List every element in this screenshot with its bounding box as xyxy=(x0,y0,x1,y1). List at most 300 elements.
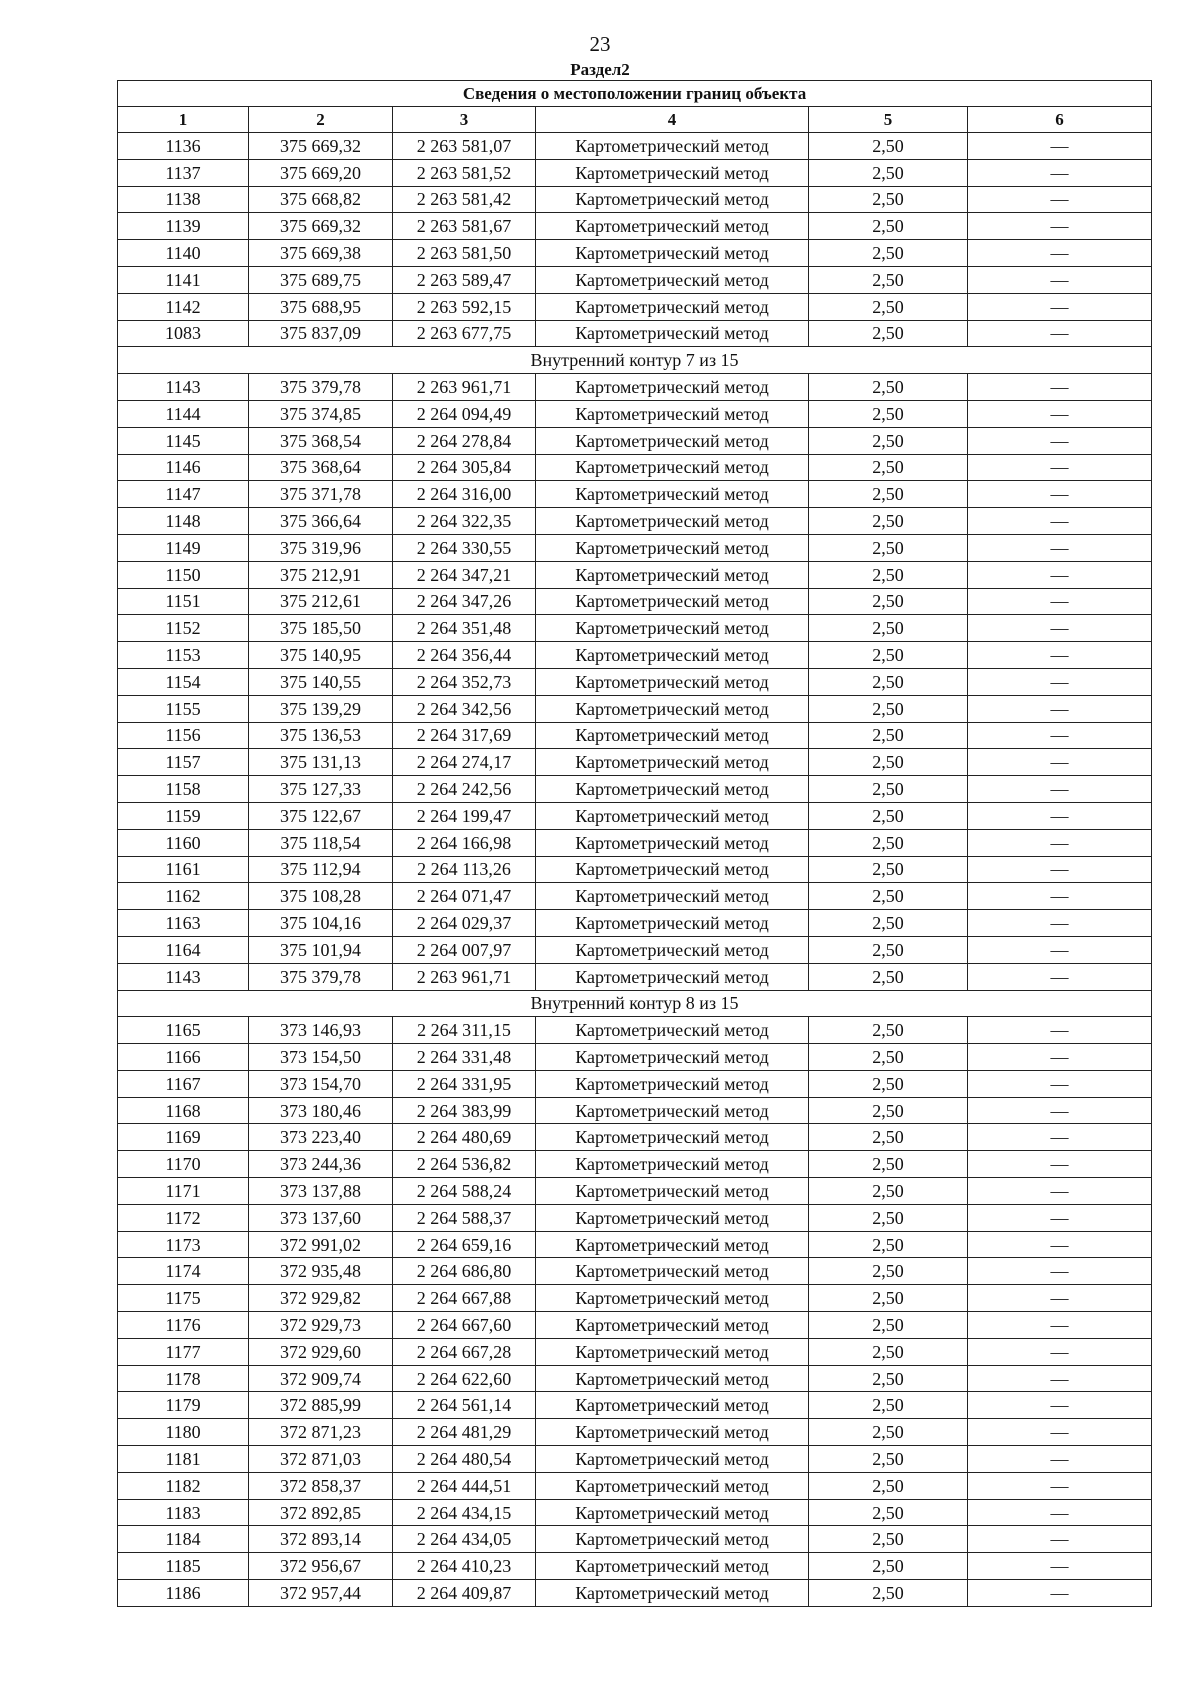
description-cell: — xyxy=(968,1124,1152,1151)
coordinate-y-cell: 2 264 071,47 xyxy=(393,883,536,910)
accuracy-cell: 2,50 xyxy=(809,1124,968,1151)
coordinate-x-cell: 375 319,96 xyxy=(249,534,393,561)
method-cell: Картометрический метод xyxy=(536,266,809,293)
point-number-cell: 1179 xyxy=(118,1392,249,1419)
description-cell: — xyxy=(968,481,1152,508)
accuracy-cell: 2,50 xyxy=(809,963,968,990)
coordinate-x-cell: 372 871,03 xyxy=(249,1446,393,1473)
method-cell: Картометрический метод xyxy=(536,1097,809,1124)
table-row xyxy=(118,936,1152,963)
coordinate-x-cell: 375 212,61 xyxy=(249,588,393,615)
coordinate-y-cell: 2 264 356,44 xyxy=(393,642,536,669)
method-cell: Картометрический метод xyxy=(536,1124,809,1151)
table-row xyxy=(118,508,1152,535)
point-number-cell: 1159 xyxy=(118,802,249,829)
point-number-cell: 1163 xyxy=(118,910,249,937)
table-row xyxy=(118,1526,1152,1553)
table-row xyxy=(118,454,1152,481)
description-cell: — xyxy=(968,1097,1152,1124)
method-cell: Картометрический метод xyxy=(536,1446,809,1473)
method-cell: Картометрический метод xyxy=(536,186,809,213)
point-number-cell: 1185 xyxy=(118,1553,249,1580)
table-caption: Сведения о местоположении границ объекта xyxy=(118,81,1152,107)
contour-row xyxy=(118,347,1152,374)
method-cell: Картометрический метод xyxy=(536,910,809,937)
coordinate-y-cell: 2 264 199,47 xyxy=(393,802,536,829)
method-cell: Картометрический метод xyxy=(536,963,809,990)
method-cell: Картометрический метод xyxy=(536,1580,809,1607)
coordinate-y-cell: 2 264 113,26 xyxy=(393,856,536,883)
coordinate-x-cell: 375 122,67 xyxy=(249,802,393,829)
point-number-cell: 1137 xyxy=(118,159,249,186)
point-number-cell: 1171 xyxy=(118,1178,249,1205)
method-cell: Картометрический метод xyxy=(536,561,809,588)
accuracy-cell: 2,50 xyxy=(809,400,968,427)
table-row xyxy=(118,883,1152,910)
accuracy-cell: 2,50 xyxy=(809,159,968,186)
coordinate-y-cell: 2 264 331,95 xyxy=(393,1070,536,1097)
accuracy-cell: 2,50 xyxy=(809,133,968,160)
table-row xyxy=(118,695,1152,722)
accuracy-cell: 2,50 xyxy=(809,1553,968,1580)
coordinate-x-cell: 373 180,46 xyxy=(249,1097,393,1124)
table-row xyxy=(118,1419,1152,1446)
description-cell: — xyxy=(968,856,1152,883)
point-number-cell: 1166 xyxy=(118,1044,249,1071)
table-row xyxy=(118,776,1152,803)
accuracy-cell: 2,50 xyxy=(809,293,968,320)
point-number-cell: 1083 xyxy=(118,320,249,347)
method-cell: Картометрический метод xyxy=(536,856,809,883)
coordinate-x-cell: 372 957,44 xyxy=(249,1580,393,1607)
table-row xyxy=(118,1312,1152,1339)
description-cell: — xyxy=(968,1258,1152,1285)
method-cell: Картометрический метод xyxy=(536,615,809,642)
coordinate-x-cell: 375 379,78 xyxy=(249,374,393,401)
contour-row xyxy=(118,990,1152,1017)
point-number-cell: 1180 xyxy=(118,1419,249,1446)
coordinate-x-cell: 375 379,78 xyxy=(249,963,393,990)
point-number-cell: 1158 xyxy=(118,776,249,803)
coordinate-y-cell: 2 264 444,51 xyxy=(393,1472,536,1499)
point-number-cell: 1175 xyxy=(118,1285,249,1312)
coordinate-y-cell: 2 264 242,56 xyxy=(393,776,536,803)
coordinate-x-cell: 375 140,55 xyxy=(249,668,393,695)
description-cell: — xyxy=(968,1312,1152,1339)
accuracy-cell: 2,50 xyxy=(809,1446,968,1473)
accuracy-cell: 2,50 xyxy=(809,1258,968,1285)
description-cell: — xyxy=(968,1365,1152,1392)
coordinate-y-cell: 2 263 581,42 xyxy=(393,186,536,213)
description-cell: — xyxy=(968,722,1152,749)
description-cell: — xyxy=(968,266,1152,293)
table-row xyxy=(118,1044,1152,1071)
method-cell: Картометрический метод xyxy=(536,1151,809,1178)
accuracy-cell: 2,50 xyxy=(809,534,968,561)
description-cell: — xyxy=(968,1178,1152,1205)
coordinate-y-cell: 2 264 305,84 xyxy=(393,454,536,481)
coordinate-x-cell: 375 668,82 xyxy=(249,186,393,213)
method-cell: Картометрический метод xyxy=(536,1070,809,1097)
point-number-cell: 1139 xyxy=(118,213,249,240)
description-cell: — xyxy=(968,1553,1152,1580)
method-cell: Картометрический метод xyxy=(536,1472,809,1499)
table-row xyxy=(118,1338,1152,1365)
table-row xyxy=(118,1446,1152,1473)
coordinate-y-cell: 2 264 588,24 xyxy=(393,1178,536,1205)
column-header: 6 xyxy=(968,107,1152,133)
accuracy-cell: 2,50 xyxy=(809,213,968,240)
coordinate-x-cell: 372 935,48 xyxy=(249,1258,393,1285)
point-number-cell: 1146 xyxy=(118,454,249,481)
coordinate-x-cell: 372 909,74 xyxy=(249,1365,393,1392)
coordinate-x-cell: 375 371,78 xyxy=(249,481,393,508)
accuracy-cell: 2,50 xyxy=(809,1231,968,1258)
description-cell: — xyxy=(968,561,1152,588)
coordinate-x-cell: 375 837,09 xyxy=(249,320,393,347)
method-cell: Картометрический метод xyxy=(536,320,809,347)
table-row xyxy=(118,1499,1152,1526)
accuracy-cell: 2,50 xyxy=(809,240,968,267)
description-cell: — xyxy=(968,588,1152,615)
table-row xyxy=(118,1553,1152,1580)
description-cell: — xyxy=(968,1419,1152,1446)
accuracy-cell: 2,50 xyxy=(809,561,968,588)
coordinate-x-cell: 372 929,73 xyxy=(249,1312,393,1339)
column-header: 4 xyxy=(536,107,809,133)
coordinate-y-cell: 2 264 561,14 xyxy=(393,1392,536,1419)
coordinate-y-cell: 2 264 274,17 xyxy=(393,749,536,776)
coordinate-x-cell: 375 368,54 xyxy=(249,427,393,454)
description-cell: — xyxy=(968,454,1152,481)
description-cell: — xyxy=(968,1151,1152,1178)
method-cell: Картометрический метод xyxy=(536,1338,809,1365)
description-cell: — xyxy=(968,534,1152,561)
accuracy-cell: 2,50 xyxy=(809,1419,968,1446)
coordinate-x-cell: 372 929,60 xyxy=(249,1338,393,1365)
accuracy-cell: 2,50 xyxy=(809,910,968,937)
column-header: 1 xyxy=(118,107,249,133)
coordinate-y-cell: 2 264 536,82 xyxy=(393,1151,536,1178)
contour-label: Внутренний контур 7 из 15 xyxy=(118,347,1152,374)
coordinate-y-cell: 2 264 352,73 xyxy=(393,668,536,695)
accuracy-cell: 2,50 xyxy=(809,1044,968,1071)
accuracy-cell: 2,50 xyxy=(809,829,968,856)
accuracy-cell: 2,50 xyxy=(809,615,968,642)
description-cell: — xyxy=(968,883,1152,910)
method-cell: Картометрический метод xyxy=(536,374,809,401)
coordinate-y-cell: 2 264 322,35 xyxy=(393,508,536,535)
description-cell: — xyxy=(968,1044,1152,1071)
table-row xyxy=(118,615,1152,642)
accuracy-cell: 2,50 xyxy=(809,374,968,401)
coordinate-x-cell: 373 244,36 xyxy=(249,1151,393,1178)
accuracy-cell: 2,50 xyxy=(809,883,968,910)
coordinate-x-cell: 375 669,32 xyxy=(249,133,393,160)
point-number-cell: 1152 xyxy=(118,615,249,642)
table-row xyxy=(118,1178,1152,1205)
coordinate-y-cell: 2 264 311,15 xyxy=(393,1017,536,1044)
method-cell: Картометрический метод xyxy=(536,427,809,454)
table-row xyxy=(118,561,1152,588)
coordinate-x-cell: 373 223,40 xyxy=(249,1124,393,1151)
coordinate-y-cell: 2 264 317,69 xyxy=(393,722,536,749)
coordinate-y-cell: 2 264 029,37 xyxy=(393,910,536,937)
coordinate-x-cell: 375 104,16 xyxy=(249,910,393,937)
point-number-cell: 1167 xyxy=(118,1070,249,1097)
coordinate-y-cell: 2 263 581,52 xyxy=(393,159,536,186)
method-cell: Картометрический метод xyxy=(536,802,809,829)
coordinate-x-cell: 375 368,64 xyxy=(249,454,393,481)
method-cell: Картометрический метод xyxy=(536,749,809,776)
point-number-cell: 1177 xyxy=(118,1338,249,1365)
accuracy-cell: 2,50 xyxy=(809,508,968,535)
point-number-cell: 1169 xyxy=(118,1124,249,1151)
method-cell: Картометрический метод xyxy=(536,695,809,722)
coordinate-y-cell: 2 264 316,00 xyxy=(393,481,536,508)
coordinate-y-cell: 2 264 667,60 xyxy=(393,1312,536,1339)
accuracy-cell: 2,50 xyxy=(809,1580,968,1607)
table-row xyxy=(118,856,1152,883)
coordinate-x-cell: 375 108,28 xyxy=(249,883,393,910)
method-cell: Картометрический метод xyxy=(536,936,809,963)
description-cell: — xyxy=(968,1231,1152,1258)
point-number-cell: 1156 xyxy=(118,722,249,749)
description-cell: — xyxy=(968,320,1152,347)
coordinate-x-cell: 375 669,38 xyxy=(249,240,393,267)
section-title: Раздел2 xyxy=(570,60,630,79)
accuracy-cell: 2,50 xyxy=(809,1312,968,1339)
table-body xyxy=(118,133,1152,1607)
point-number-cell: 1149 xyxy=(118,534,249,561)
accuracy-cell: 2,50 xyxy=(809,1472,968,1499)
table-row xyxy=(118,1258,1152,1285)
point-number-cell: 1186 xyxy=(118,1580,249,1607)
accuracy-cell: 2,50 xyxy=(809,454,968,481)
accuracy-cell: 2,50 xyxy=(809,186,968,213)
coordinate-x-cell: 375 212,91 xyxy=(249,561,393,588)
table-row xyxy=(118,588,1152,615)
table-row xyxy=(118,1392,1152,1419)
coordinate-y-cell: 2 263 592,15 xyxy=(393,293,536,320)
description-cell: — xyxy=(968,963,1152,990)
table-row xyxy=(118,668,1152,695)
accuracy-cell: 2,50 xyxy=(809,320,968,347)
coordinate-y-cell: 2 263 961,71 xyxy=(393,374,536,401)
table-row xyxy=(118,1231,1152,1258)
description-cell: — xyxy=(968,240,1152,267)
coordinate-y-cell: 2 264 347,26 xyxy=(393,588,536,615)
coordinate-y-cell: 2 264 686,80 xyxy=(393,1258,536,1285)
point-number-cell: 1140 xyxy=(118,240,249,267)
description-cell: — xyxy=(968,910,1152,937)
method-cell: Картометрический метод xyxy=(536,1526,809,1553)
coordinate-y-cell: 2 264 481,29 xyxy=(393,1419,536,1446)
coordinate-y-cell: 2 263 961,71 xyxy=(393,963,536,990)
point-number-cell: 1178 xyxy=(118,1365,249,1392)
table-row xyxy=(118,320,1152,347)
accuracy-cell: 2,50 xyxy=(809,266,968,293)
column-header: 3 xyxy=(393,107,536,133)
table-row xyxy=(118,829,1152,856)
boundary-coordinates-table xyxy=(117,80,1152,1607)
accuracy-cell: 2,50 xyxy=(809,1097,968,1124)
point-number-cell: 1141 xyxy=(118,266,249,293)
point-number-cell: 1147 xyxy=(118,481,249,508)
description-cell: — xyxy=(968,749,1152,776)
table-row xyxy=(118,910,1152,937)
coordinate-x-cell: 375 136,53 xyxy=(249,722,393,749)
page-number: 23 xyxy=(589,32,611,56)
method-cell: Картометрический метод xyxy=(536,1312,809,1339)
description-cell: — xyxy=(968,1499,1152,1526)
coordinate-y-cell: 2 263 581,07 xyxy=(393,133,536,160)
method-cell: Картометрический метод xyxy=(536,1204,809,1231)
table-row xyxy=(118,427,1152,454)
table-row xyxy=(118,240,1152,267)
point-number-cell: 1150 xyxy=(118,561,249,588)
point-number-cell: 1153 xyxy=(118,642,249,669)
table-row xyxy=(118,1070,1152,1097)
coordinate-y-cell: 2 264 094,49 xyxy=(393,400,536,427)
table-row xyxy=(118,213,1152,240)
coordinate-y-cell: 2 264 667,28 xyxy=(393,1338,536,1365)
description-cell: — xyxy=(968,508,1152,535)
method-cell: Картометрический метод xyxy=(536,668,809,695)
description-cell: — xyxy=(968,186,1152,213)
coordinate-x-cell: 372 956,67 xyxy=(249,1553,393,1580)
coordinate-x-cell: 375 139,29 xyxy=(249,695,393,722)
description-cell: — xyxy=(968,293,1152,320)
coordinate-x-cell: 372 858,37 xyxy=(249,1472,393,1499)
coordinate-y-cell: 2 264 383,99 xyxy=(393,1097,536,1124)
point-number-cell: 1182 xyxy=(118,1472,249,1499)
point-number-cell: 1160 xyxy=(118,829,249,856)
coordinate-x-cell: 375 374,85 xyxy=(249,400,393,427)
table-row xyxy=(118,159,1152,186)
point-number-cell: 1173 xyxy=(118,1231,249,1258)
coordinate-x-cell: 375 688,95 xyxy=(249,293,393,320)
coordinate-x-cell: 375 131,13 xyxy=(249,749,393,776)
coordinate-y-cell: 2 263 581,50 xyxy=(393,240,536,267)
accuracy-cell: 2,50 xyxy=(809,776,968,803)
accuracy-cell: 2,50 xyxy=(809,1204,968,1231)
coordinate-y-cell: 2 264 480,54 xyxy=(393,1446,536,1473)
accuracy-cell: 2,50 xyxy=(809,1285,968,1312)
coordinate-x-cell: 372 892,85 xyxy=(249,1499,393,1526)
method-cell: Картометрический метод xyxy=(536,508,809,535)
accuracy-cell: 2,50 xyxy=(809,1017,968,1044)
coordinate-y-cell: 2 264 007,97 xyxy=(393,936,536,963)
accuracy-cell: 2,50 xyxy=(809,749,968,776)
point-number-cell: 1172 xyxy=(118,1204,249,1231)
method-cell: Картометрический метод xyxy=(536,829,809,856)
description-cell: — xyxy=(968,829,1152,856)
method-cell: Картометрический метод xyxy=(536,1392,809,1419)
point-number-cell: 1176 xyxy=(118,1312,249,1339)
method-cell: Картометрический метод xyxy=(536,213,809,240)
coordinate-x-cell: 375 127,33 xyxy=(249,776,393,803)
method-cell: Картометрический метод xyxy=(536,534,809,561)
table-row xyxy=(118,133,1152,160)
point-number-cell: 1161 xyxy=(118,856,249,883)
method-cell: Картометрический метод xyxy=(536,293,809,320)
coordinate-y-cell: 2 264 342,56 xyxy=(393,695,536,722)
description-cell: — xyxy=(968,159,1152,186)
coordinate-y-cell: 2 264 410,23 xyxy=(393,1553,536,1580)
table-row xyxy=(118,293,1152,320)
coordinate-y-cell: 2 264 331,48 xyxy=(393,1044,536,1071)
description-cell: — xyxy=(968,776,1152,803)
point-number-cell: 1184 xyxy=(118,1526,249,1553)
method-cell: Картометрический метод xyxy=(536,1553,809,1580)
method-cell: Картометрический метод xyxy=(536,481,809,508)
description-cell: — xyxy=(968,695,1152,722)
coordinate-y-cell: 2 264 434,15 xyxy=(393,1499,536,1526)
table-row xyxy=(118,400,1152,427)
description-cell: — xyxy=(968,1204,1152,1231)
coordinate-x-cell: 372 991,02 xyxy=(249,1231,393,1258)
coordinate-y-cell: 2 264 166,98 xyxy=(393,829,536,856)
accuracy-cell: 2,50 xyxy=(809,695,968,722)
accuracy-cell: 2,50 xyxy=(809,722,968,749)
table-row xyxy=(118,642,1152,669)
method-cell: Картометрический метод xyxy=(536,722,809,749)
table-row xyxy=(118,481,1152,508)
point-number-cell: 1157 xyxy=(118,749,249,776)
coordinate-x-cell: 375 101,94 xyxy=(249,936,393,963)
method-cell: Картометрический метод xyxy=(536,1017,809,1044)
description-cell: — xyxy=(968,642,1152,669)
point-number-cell: 1144 xyxy=(118,400,249,427)
accuracy-cell: 2,50 xyxy=(809,427,968,454)
accuracy-cell: 2,50 xyxy=(809,1178,968,1205)
table-row xyxy=(118,534,1152,561)
method-cell: Картометрический метод xyxy=(536,776,809,803)
coordinate-y-cell: 2 264 480,69 xyxy=(393,1124,536,1151)
coordinate-x-cell: 373 137,60 xyxy=(249,1204,393,1231)
table-row xyxy=(118,1204,1152,1231)
coordinate-y-cell: 2 264 278,84 xyxy=(393,427,536,454)
description-cell: — xyxy=(968,1392,1152,1419)
table-row xyxy=(118,749,1152,776)
coordinate-x-cell: 375 185,50 xyxy=(249,615,393,642)
table-row xyxy=(118,266,1152,293)
point-number-cell: 1145 xyxy=(118,427,249,454)
description-cell: — xyxy=(968,374,1152,401)
coordinate-y-cell: 2 264 588,37 xyxy=(393,1204,536,1231)
method-cell: Картометрический метод xyxy=(536,1231,809,1258)
table-row xyxy=(118,1365,1152,1392)
coordinate-y-cell: 2 264 409,87 xyxy=(393,1580,536,1607)
accuracy-cell: 2,50 xyxy=(809,1392,968,1419)
coordinate-y-cell: 2 264 434,05 xyxy=(393,1526,536,1553)
method-cell: Картометрический метод xyxy=(536,1178,809,1205)
coordinate-x-cell: 373 154,70 xyxy=(249,1070,393,1097)
method-cell: Картометрический метод xyxy=(536,240,809,267)
coordinate-x-cell: 372 871,23 xyxy=(249,1419,393,1446)
description-cell: — xyxy=(968,427,1152,454)
point-number-cell: 1170 xyxy=(118,1151,249,1178)
description-cell: — xyxy=(968,1472,1152,1499)
point-number-cell: 1155 xyxy=(118,695,249,722)
method-cell: Картометрический метод xyxy=(536,642,809,669)
method-cell: Картометрический метод xyxy=(536,1499,809,1526)
point-number-cell: 1162 xyxy=(118,883,249,910)
accuracy-cell: 2,50 xyxy=(809,1365,968,1392)
contour-label: Внутренний контур 8 из 15 xyxy=(118,990,1152,1017)
table-row xyxy=(118,1285,1152,1312)
